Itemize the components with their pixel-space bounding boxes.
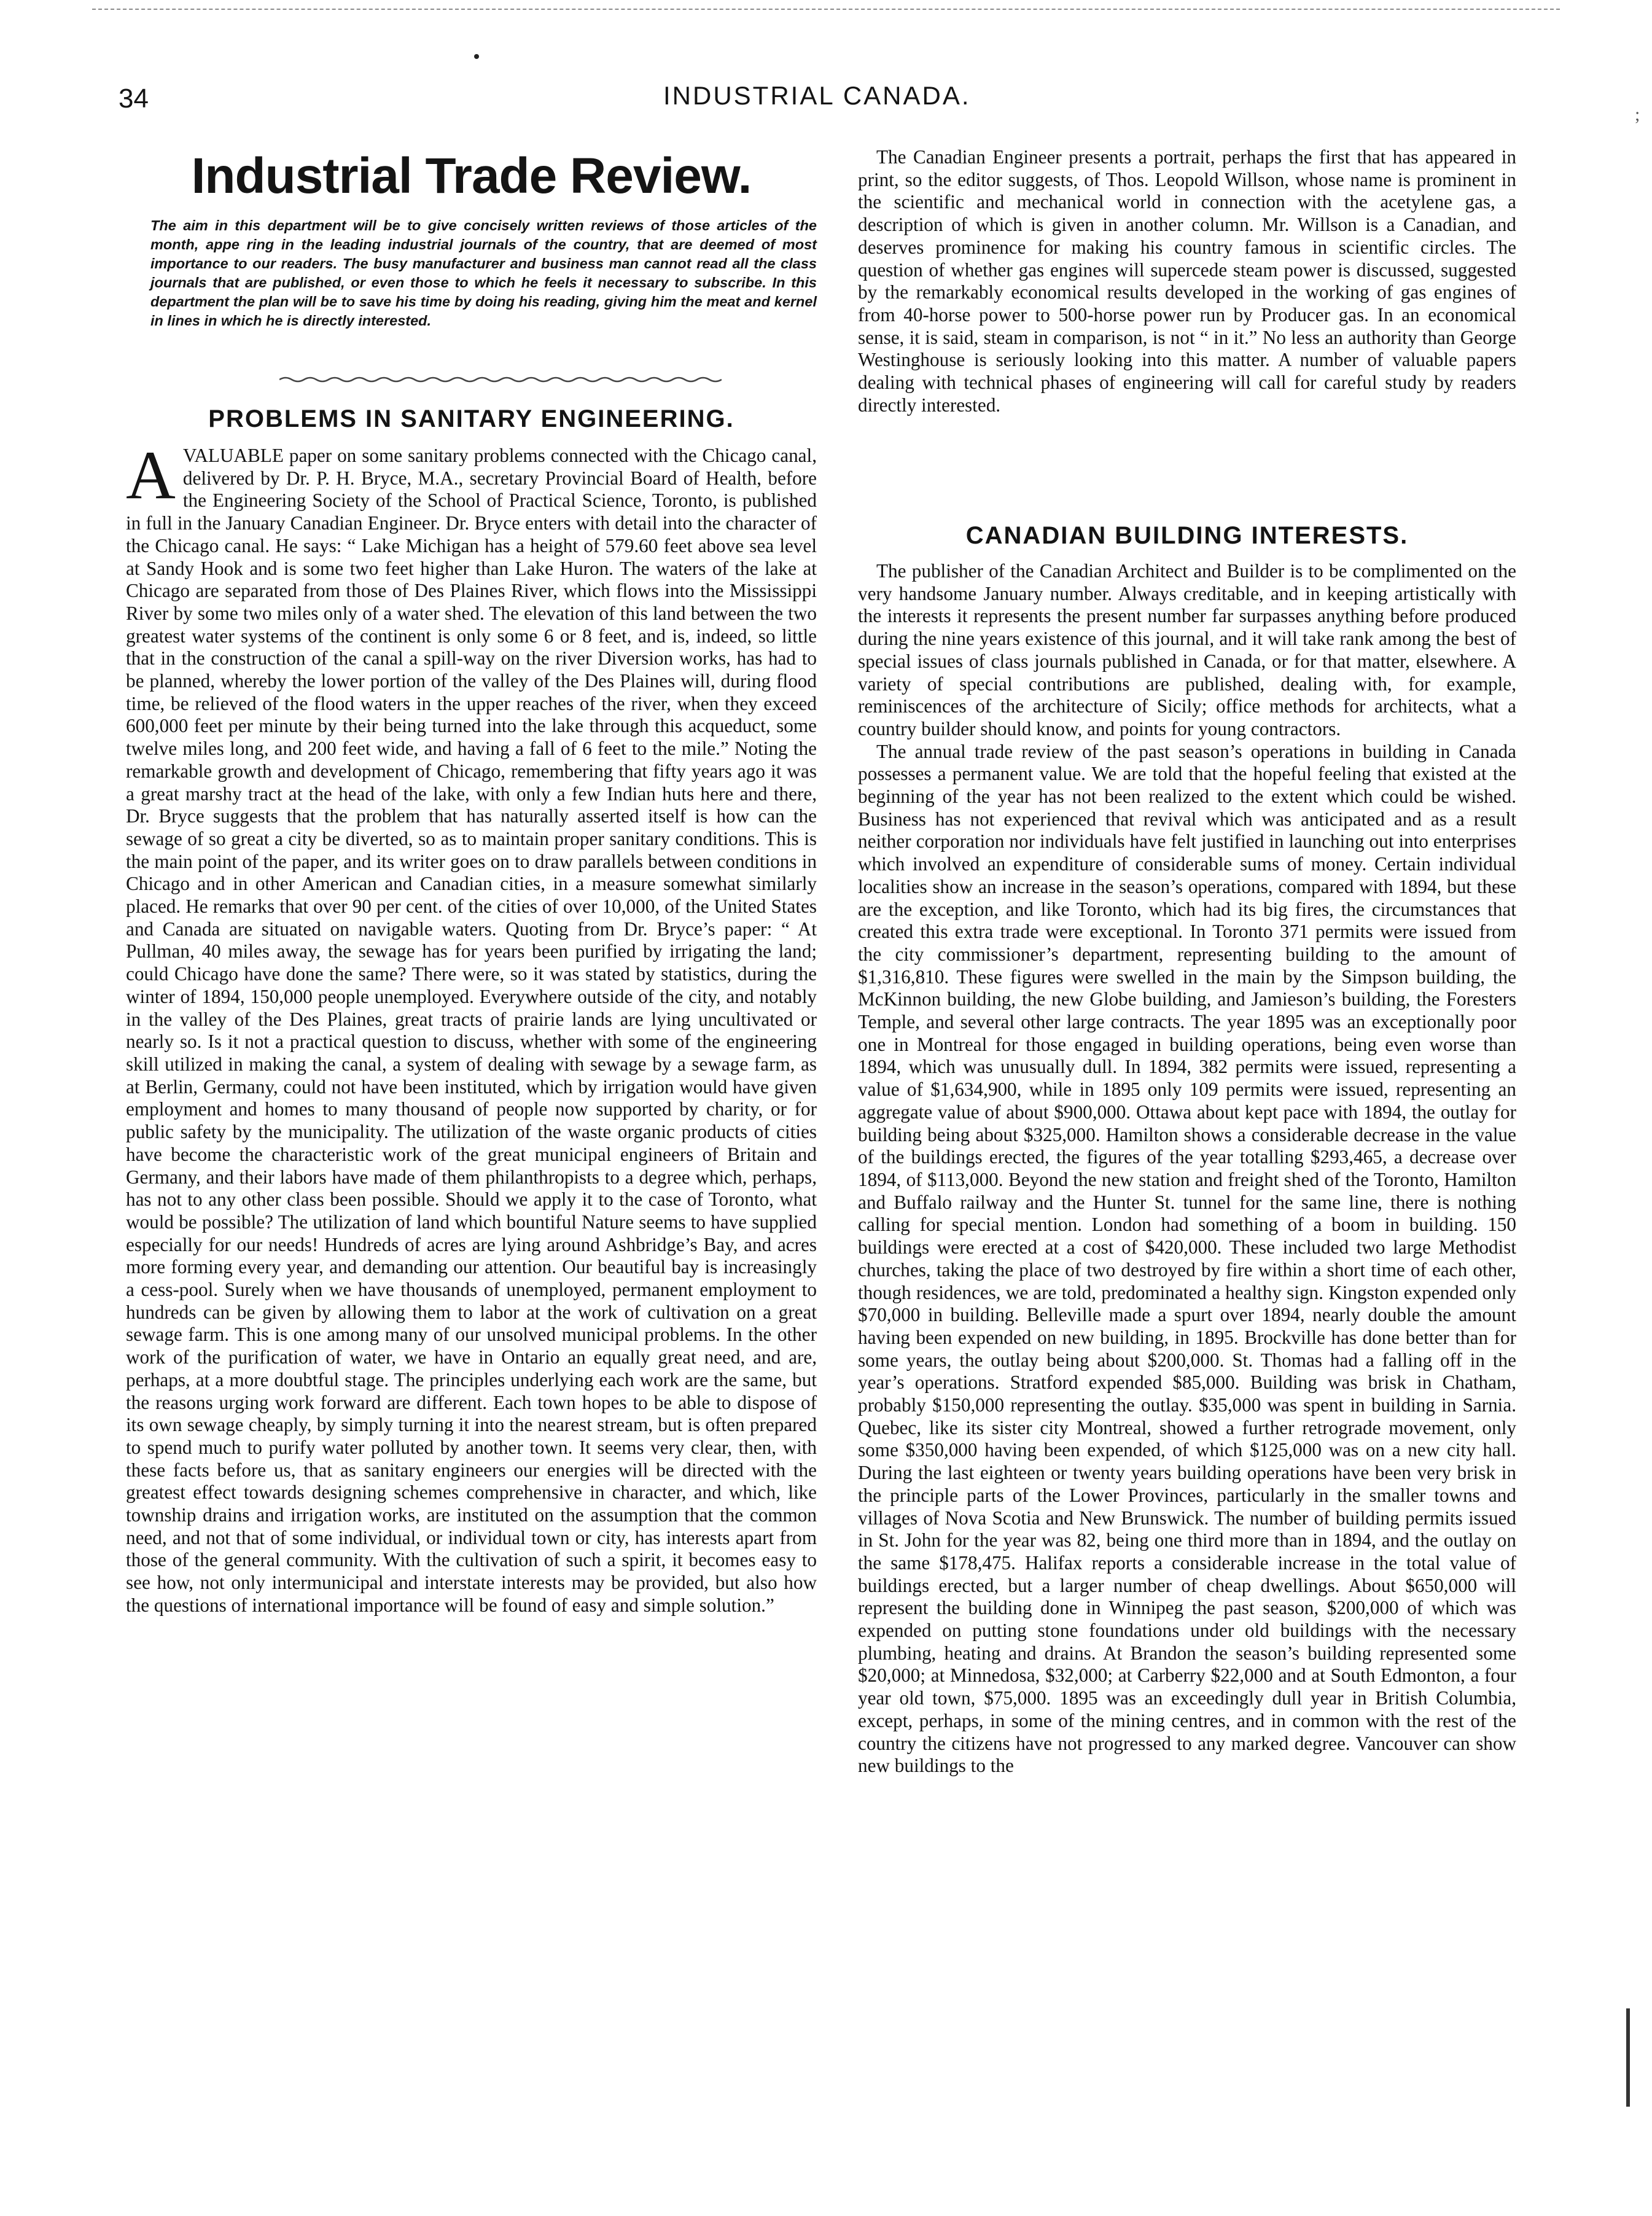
decorative-divider <box>279 375 722 384</box>
margin-bracket-mark <box>1626 2008 1630 2107</box>
building-paragraph-1: The publisher of the Canadian Architect and Builder is to be complimented on the very handsome January number. Always creditable, and in keeping artistically with the interests it represents the present number far surpasses anything before produced during the nine years existence of this journal, and it will take rank among the best of special issues of class journals published in Canada, or for that matter, elsewhere. A variety of special contributions are published, dealing with, for example, reminiscences of the architecture of Sicily; office methods for architects, what a country builder should know, and points for young contractors. <box>858 560 1516 739</box>
drop-cap: A <box>126 437 176 513</box>
engineer-article <box>858 146 1516 416</box>
running-title: INDUSTRIAL CANADA. <box>663 81 971 110</box>
margin-tick-mark: ; <box>1635 104 1640 125</box>
building-article <box>858 560 1516 1777</box>
review-intro: The aim in this department will be to give concisely written reviews of those articles of the month, appe ring in the leading industrial journals of the country, that are deemed of most importance to our readers. The busy manufacturer and business man cannot read all the class journals that are published, or even those to which he feels it necessary to subscribe. In this department the plan will be to save his time by doing his reading, giving him the meat and kernel in lines in which he is directly interested. <box>150 217 817 329</box>
page-number: 34 <box>119 84 149 114</box>
sanitary-heading: PROBLEMS IN SANITARY ENGINEERING. <box>208 405 734 432</box>
review-title: Industrial Trade Review. <box>191 148 752 204</box>
engineer-paragraph: The Canadian Engineer presents a portrait, perhaps the first that has appeared in print, so the editor suggests, of Thos. Leopold Willson, whose name is prominent in the scientific and mechanical world in connection with the acetylene gas, a description of which is given in another column. Mr. Willson is a Canadian, and deserves prominence for making his country famous in scientific circles. The question of whether gas engines will supercede steam power is discussed, suggested by the remarkably economical results developed in the working of gas engines of from 40-horse power to 500-horse power run by Producer gas. In an economical sense, it is said, steam in comparison, is not “ in it.” No less an authority than George Westinghouse is seriously looking into this matter. A number of valuable papers dealing with technical phases of engineering will call for careful study by readers directly interested. <box>858 146 1516 416</box>
sanitary-body: VALUABLE paper on some sanitary problems connected with the Chicago canal, delivered by Dr. P. H. Bryce, M.A., secretary Provincial Board of Health, before the Engineering Society of the School of Practical Science, Toronto, is published in full in the January Canadian Engineer. Dr. Bryce enters with detail into the character of the Chicago canal. He says: “ Lake Michigan has a height of 579.60 feet above sea level at Sandy Hook and is some two feet higher than Lake Huron. The waters of the lake at Chicago are separated from those of Des Plaines River, which flows into the Mississippi River by some two miles only of a water shed. The elevation of this land between the two greatest water systems of the continent is only some 6 or 8 feet, and is, indeed, so little that in the construction of the canal a spill-way on the river Diversion works, has had to be planned, whereby the lower portion of the valley of the Des Plaines will, during flood time, be relieved of the flood waters in the upper reaches of the river, when they exceed 600,000 feet per minute by their being turned into the lake through this acqueduct, some twelve miles long, and 200 feet wide, and having a fall of 6 feet to the mile.” Noting the remarkable growth and development of Chicago, remembering that fifty years ago it was a great marshy tract at the head of the lake, with only a few Indian huts here and there, Dr. Bryce suggests that the problem that has naturally asserted itself is how can the sewage of so great a city be diverted, so as to maintain proper sanitary conditions. This is the main point of the paper, and its writer goes on to draw parallels between conditions in Chicago and in other American and Canadian cities, in a measure somewhat similarly placed. He remarks that over 90 per cent. of the cities of over 10,000, of the United States and Canada are situated on navigable waters. Quoting from Dr. Bryce’s paper: “ At Pullman, 40 miles away, the sewage has for years been purified by irrigating the land; could Chicago have done the same? There were, so it was stated by statistics, during the winter of 1894, 150,000 people unemployed. Everywhere outside of the city, and notably in the valley of the Des Plaines, great tracts of prairie lands are lying uncultivated or nearly so. Is it not a practical question to discuss, whether with some of the engineering skill utilized in making the canal, a system of dealing with sewage by a sewage farm, as at Berlin, Germany, could not have been instituted, which by irrigation would have given employment and homes to many thousand of people now supported by charity, or for public safety by the municipality. The utilization of the waste organic products of cities have become the characteristic work of the great municipal engineers of Britain and Germany, and their labors have made of them philanthropists to a degree which, perhaps, has not to any other class been possible. Should we apply it to the case of Toronto, what would be possible? The utilization of land which bountiful Nature seems to have supplied especially for our needs! Hundreds of acres are lying around Ashbridge’s Bay, and acres more forming every year, and demanding our attention. Our beautiful bay is increasingly a cess-pool. Surely when we have thousands of unemployed, permanent employment to hundreds can be given by allowing them to labor at the work of cultivation on a great sewage farm. This is one among many of our unsolved municipal problems. In the other work of the purification of water, we have in Ontario an equally great need, and are, perhaps, at a more doubtful stage. The principles underlying each work are the same, but the reasons urging work forward are different. Each town hopes to be able to dispose of its own sewage cheaply, by simply turning it into the nearest stream, but is often prepared to spend much to purify water polluted by another town. It seems very clear, then, with these facts before us, that as sanitary engineers our energies will be directed with the greatest effect towards designing schemes comprehensive in character, and which, like township drains and irrigation works, are instituted on the assumption that the common need, and not that of some individual, or individual town or city, has interests apart from those of the general community. With the cultivation of such a spirit, it becomes easy to see how, not only intermunicipal and interstate interests may be provided, but also how the questions of international importance will be found of easy and simple solution.” <box>126 445 817 1616</box>
building-paragraph-2: The annual trade review of the past season’s operations in building in Canada possesses a permanent value. We are told that the hopeful feeling that existed at the beginning of the year has not been realized to the extent which could be wished. Business has not experienced that revival which was anticipated and as a result neither corporation nor individuals have felt justified in launching out into enterprises which involved an expenditure of considerable sums of money. Certain individual localities show an increase in the season’s operations, compared with 1894, but these are the exception, and like Toronto, which had its big fires, the circumstances that created this extra trade were exceptional. In Toronto 371 permits were issued from the city commissioner’s department, representing building to the amount of $1,316,810. These figures were swelled in the main by the Simpson building, the McKinnon building, the new Globe building, and Jamieson’s building, the Foresters Temple, and several other large contracts. The year 1895 was an exceptionally poor one in Montreal for those engaged in building operations, being even worse than 1894, which was unusually dull. In 1894, 382 permits were issued, representing a value of $1,634,900, while in 1895 only 109 permits were issued, representing an aggregate value of about $900,000. Ottawa about kept pace with 1894, the outlay for building being about $325,000. Hamilton shows a considerable decrease in the value of the buildings erected, the figures of the year totalling $293,465, a decrease over 1894, of $113,000. Beyond the new station and freight shed of the Toronto, Hamilton and Buffalo railway and the Hunter St. tunnel for the same line, there is nothing calling for special mention. London had something of a boom in building. 150 buildings were erected at a cost of $420,000. These included two large Methodist churches, taking the place of two destroyed by fire within a short time of each other, though residences, we are told, predominated a healthy sign. Kingston expended only $70,000 in building. Belleville made a spurt over 1894, nearly double the amount having been expended on new building, in 1895. Brockville has done better than for some years, the outlay being about $200,000. St. Thomas had a falling off in the year’s operations. Stratford expended $85,000. Building was brisk in Chatham, probably $150,000 representing the outlay. $35,000 was spent in building in Sarnia. Quebec, like its sister city Montreal, showed a further retrograde movement, only some $350,000 having been expended, of which $125,000 was on a new city hall. During the last eighteen or twenty years building operations have been very brisk in the principle parts of the Lower Provinces, particularly in the smaller towns and villages of Nova Scotia and New Brunswick. The number of building permits issued in St. John for the year was 82, being one third more than in 1894, and the outlay on the same $178,475. Halifax reports a considerable increase in the total value of buildings erected, but a larger number of cheap dwellings. About $650,000 will represent the building done in Winnipeg the past season, $200,000 of which was expended on putting stone foundations under old buildings with the necessary plumbing, heating and drains. At Brandon the season’s building represented some $20,000; at Minnedosa, $32,000; at Carberry $22,000 and at South Edmonton, a four year old town, $75,000. 1895 was an exceedingly dull year in British Columbia, except, perhaps, in some of the mining centres, and in common with the rest of the country the citizens have not progressed to any marked degree. Vancouver can show new buildings to the <box>858 740 1516 1777</box>
sanitary-article <box>126 437 817 1617</box>
ink-speck <box>474 54 479 59</box>
building-heading: CANADIAN BUILDING INTERESTS. <box>965 522 1409 549</box>
top-border-rule <box>92 9 1560 10</box>
